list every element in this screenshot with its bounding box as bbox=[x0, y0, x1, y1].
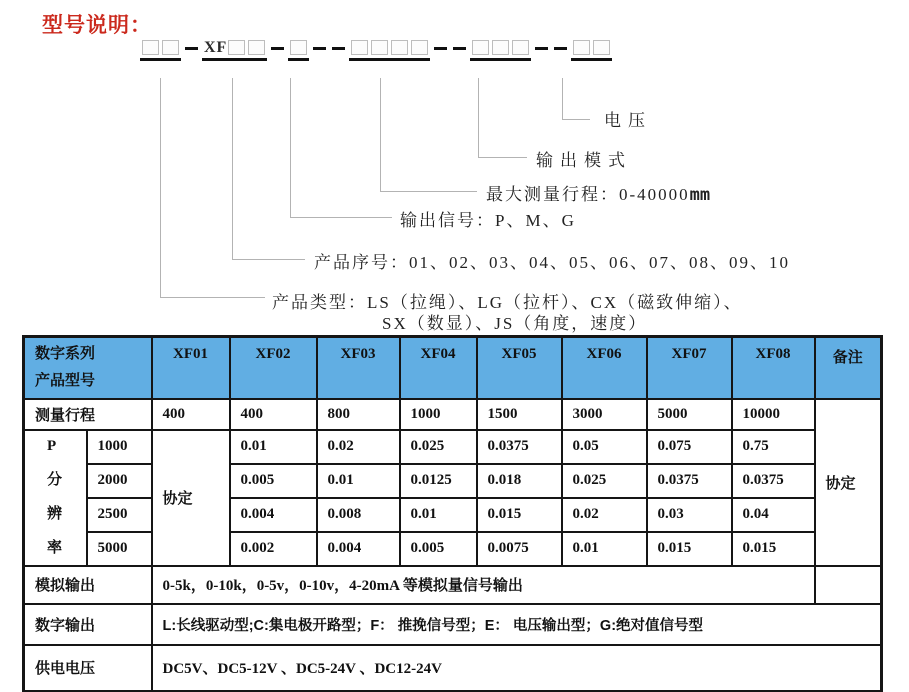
connector-line bbox=[478, 78, 527, 158]
resolution-value: 0.005 bbox=[230, 464, 317, 498]
model-group-stroke bbox=[349, 40, 430, 61]
connector-line bbox=[562, 78, 590, 120]
model-box bbox=[512, 40, 529, 55]
callout-product-type-line1: 产品类型：LS（拉绳）、LG（拉杆）、CX（磁致伸缩）、 bbox=[272, 293, 743, 312]
resolution-value: 0.0375 bbox=[477, 430, 562, 464]
dash-separator bbox=[453, 47, 466, 50]
model-box bbox=[162, 40, 179, 55]
resolution-value: 0.004 bbox=[317, 532, 400, 566]
resolution-value: 0.005 bbox=[400, 532, 477, 566]
digital-output-row bbox=[24, 604, 882, 645]
header-xf08: XF08 bbox=[732, 337, 815, 399]
resolution-value: 0.004 bbox=[230, 498, 317, 532]
xf01-agreement-cell: 协定 bbox=[152, 430, 230, 566]
model-prefix-xf: XF bbox=[204, 39, 228, 56]
resolution-value: 0.015 bbox=[647, 532, 732, 566]
resolution-value: 0.0125 bbox=[400, 464, 477, 498]
resolution-label-char: P bbox=[47, 438, 57, 454]
model-box bbox=[411, 40, 428, 55]
header-series-line1: 数字系列 bbox=[35, 345, 96, 362]
header-series-line2: 产品型号 bbox=[35, 372, 96, 389]
resolution-value: 0.015 bbox=[732, 532, 815, 566]
model-box bbox=[228, 40, 245, 55]
callout-max-stroke-unit: mm bbox=[689, 185, 711, 205]
callout-voltage: 电压 bbox=[604, 111, 652, 130]
model-box bbox=[492, 40, 509, 55]
resolution-value: 0.04 bbox=[732, 498, 815, 532]
resolution-value: 0.008 bbox=[317, 498, 400, 532]
connector-line bbox=[290, 78, 392, 218]
dash-separator bbox=[554, 47, 567, 50]
resolution-value: 0.75 bbox=[732, 430, 815, 464]
resolution-key: 2000 bbox=[87, 464, 152, 498]
digital-output-content: L:长线驱动型;C:集电极开路型；F： 推挽信号型；E： 电压输出型；G:绝对值信号型 bbox=[152, 604, 882, 645]
analog-remark-empty bbox=[815, 566, 882, 604]
stroke-value: 1000 bbox=[400, 399, 477, 430]
callout-output-signal: 输出信号：P、M、G bbox=[400, 211, 576, 230]
model-box bbox=[351, 40, 368, 55]
digital-output-label: 数字输出 bbox=[24, 604, 152, 645]
callout-product-type-line2: SX（数显）、JS（角度，速度） bbox=[382, 314, 648, 333]
resolution-value: 0.075 bbox=[647, 430, 732, 464]
analog-output-label: 模拟输出 bbox=[24, 566, 152, 604]
resolution-value: 0.01 bbox=[562, 532, 647, 566]
connector-line bbox=[380, 78, 477, 192]
header-xf04: XF04 bbox=[400, 337, 477, 399]
stroke-label: 测量行程 bbox=[24, 399, 152, 430]
model-box bbox=[593, 40, 610, 55]
header-xf05: XF05 bbox=[477, 337, 562, 399]
header-xf02: XF02 bbox=[230, 337, 317, 399]
resolution-value: 0.03 bbox=[647, 498, 732, 532]
model-group-series bbox=[202, 40, 267, 61]
resolution-value: 0.01 bbox=[400, 498, 477, 532]
header-xf07: XF07 bbox=[647, 337, 732, 399]
callout-output-mode: 输出模式 bbox=[536, 151, 632, 170]
resolution-value: 0.018 bbox=[477, 464, 562, 498]
page-title: 型号说明： bbox=[42, 14, 152, 37]
resolution-value: 0.01 bbox=[230, 430, 317, 464]
resolution-key: 1000 bbox=[87, 430, 152, 464]
dash-separator bbox=[535, 47, 548, 50]
resolution-value: 0.02 bbox=[562, 498, 647, 532]
dash-separator bbox=[313, 47, 326, 50]
resolution-label-stack bbox=[35, 432, 86, 564]
resolution-row-1000 bbox=[24, 430, 882, 464]
power-supply-label: 供电电压 bbox=[24, 645, 152, 692]
model-code-row bbox=[140, 40, 612, 61]
resolution-value: 0.02 bbox=[317, 430, 400, 464]
resolution-value: 0.0375 bbox=[732, 464, 815, 498]
stroke-value: 10000 bbox=[732, 399, 815, 430]
resolution-value: 0.015 bbox=[477, 498, 562, 532]
stroke-value: 3000 bbox=[562, 399, 647, 430]
stroke-value: 400 bbox=[230, 399, 317, 430]
resolution-value: 0.0075 bbox=[477, 532, 562, 566]
model-box bbox=[391, 40, 408, 55]
power-supply-content: DC5V、DC5-12V 、DC5-24V 、DC12-24V bbox=[152, 645, 882, 692]
model-box bbox=[472, 40, 489, 55]
header-series-cell bbox=[24, 337, 152, 399]
model-box bbox=[371, 40, 388, 55]
stroke-value: 800 bbox=[317, 399, 400, 430]
model-box bbox=[248, 40, 265, 55]
header-xf06: XF06 bbox=[562, 337, 647, 399]
model-box bbox=[290, 40, 307, 55]
model-group-signal bbox=[288, 40, 309, 61]
resolution-value: 0.025 bbox=[400, 430, 477, 464]
header-xf01: XF01 bbox=[152, 337, 230, 399]
stroke-value: 5000 bbox=[647, 399, 732, 430]
model-box bbox=[573, 40, 590, 55]
power-supply-row bbox=[24, 645, 882, 692]
resolution-value: 0.002 bbox=[230, 532, 317, 566]
header-xf03: XF03 bbox=[317, 337, 400, 399]
spec-table bbox=[22, 335, 883, 692]
model-group-output-mode bbox=[470, 40, 531, 61]
resolution-label-char: 辨 bbox=[47, 506, 63, 522]
dash-separator bbox=[434, 47, 447, 50]
resolution-value: 0.05 bbox=[562, 430, 647, 464]
callout-max-stroke bbox=[486, 180, 710, 205]
model-group-type bbox=[140, 40, 181, 61]
resolution-label-char: 分 bbox=[47, 472, 63, 488]
analog-output-row bbox=[24, 566, 882, 604]
remark-agreement-cell: 协定 bbox=[815, 399, 882, 566]
callout-max-stroke-text: 最大测量行程：0-40000 bbox=[486, 185, 690, 204]
resolution-value: 0.025 bbox=[562, 464, 647, 498]
resolution-value: 0.0375 bbox=[647, 464, 732, 498]
dash-separator bbox=[185, 47, 198, 50]
stroke-value: 400 bbox=[152, 399, 230, 430]
resolution-label-cell bbox=[24, 430, 87, 566]
resolution-label-char: 率 bbox=[47, 540, 63, 556]
model-group-voltage bbox=[571, 40, 612, 61]
analog-output-content: 0-5k，0-10k，0-5v，0-10v，4-20mA 等模拟量信号输出 bbox=[152, 566, 815, 604]
callout-product-serial: 产品序号：01、02、03、04、05、06、07、08、09、10 bbox=[314, 253, 790, 272]
resolution-key: 5000 bbox=[87, 532, 152, 566]
resolution-value: 0.01 bbox=[317, 464, 400, 498]
table-header-row bbox=[24, 337, 882, 399]
stroke-value: 1500 bbox=[477, 399, 562, 430]
dash-separator bbox=[332, 47, 345, 50]
header-remark: 备注 bbox=[815, 337, 882, 399]
stroke-row bbox=[24, 399, 882, 430]
dash-separator bbox=[271, 47, 284, 50]
model-box bbox=[142, 40, 159, 55]
resolution-key: 2500 bbox=[87, 498, 152, 532]
